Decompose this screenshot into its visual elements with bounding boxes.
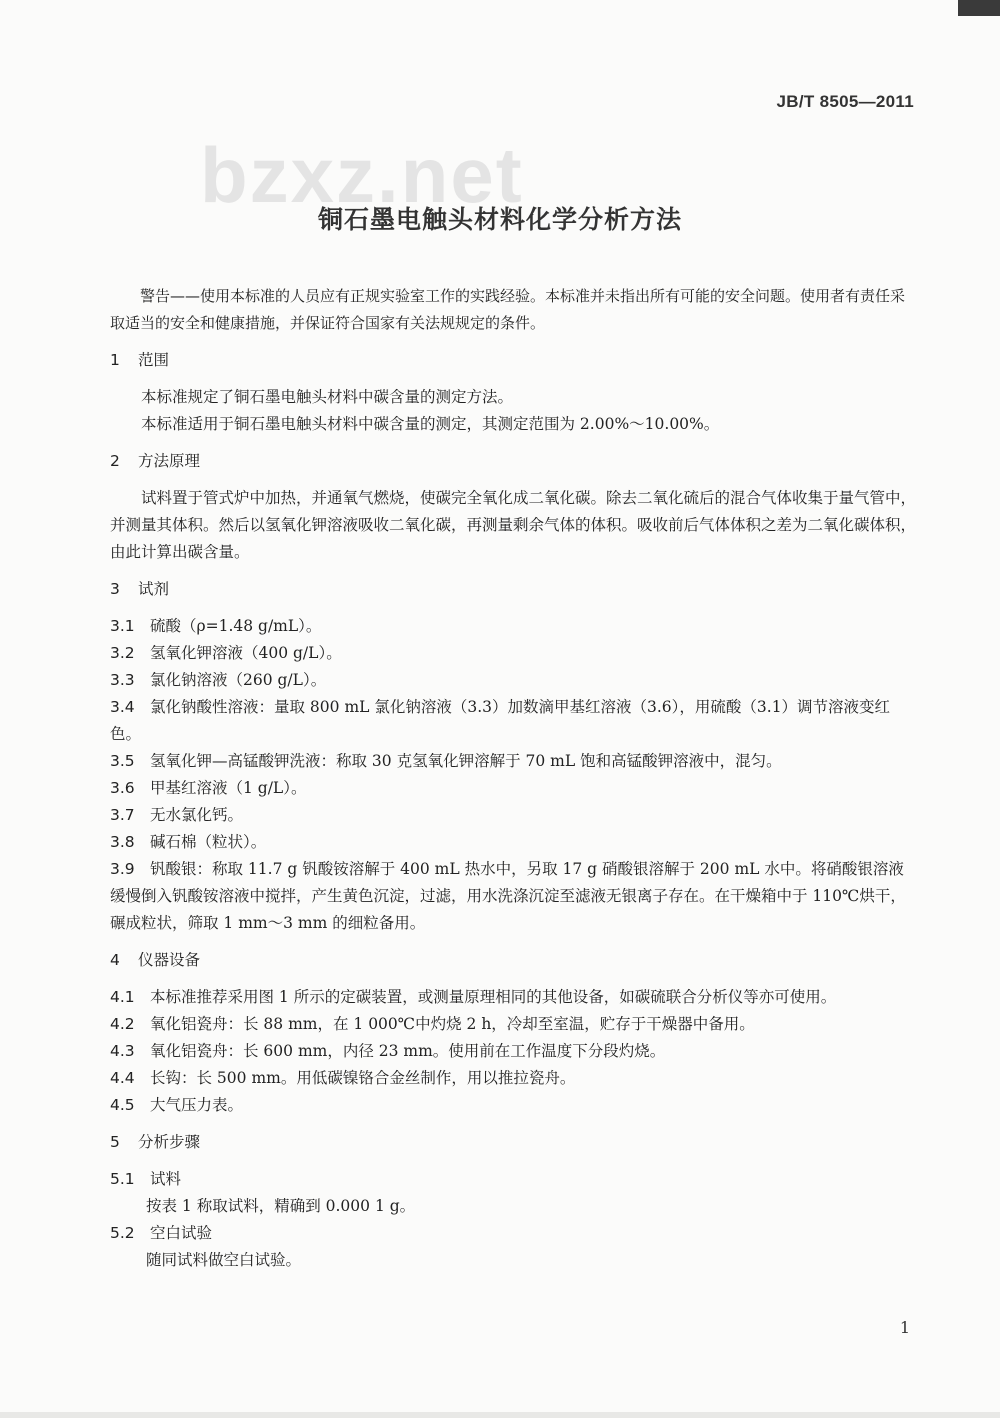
document-body: [110, 283, 916, 1274]
section-number: 4: [110, 951, 120, 969]
section-heading-procedure: [110, 1129, 916, 1156]
section-title: 仪器设备: [138, 951, 201, 969]
item-text: 本标准推荐采用图 1 所示的定碳装置，或测量原理相同的其他设备，如碳硫联合分析仪等亦可使用。: [150, 988, 837, 1006]
list-item: [110, 1038, 916, 1065]
section-number: 1: [110, 351, 120, 369]
item-number: 4.1: [110, 988, 135, 1006]
list-item: [110, 829, 916, 856]
item-text: 无水氯化钙。: [150, 806, 244, 824]
list-item: [110, 984, 916, 1011]
item-number: 3.1: [110, 617, 135, 635]
list-item: [110, 748, 916, 775]
subsection-heading: [110, 1220, 916, 1247]
subsection-number: 5.2: [110, 1224, 135, 1242]
item-number: 3.7: [110, 806, 135, 824]
section-number: 3: [110, 580, 120, 598]
subsection-title: 空白试验: [150, 1224, 213, 1242]
subsection-heading: [110, 1166, 916, 1193]
item-number: 3.2: [110, 644, 135, 662]
item-text: 大气压力表。: [150, 1096, 244, 1114]
paragraph: 随同试料做空白试验。: [146, 1251, 302, 1269]
item-number: 3.5: [110, 752, 135, 770]
item-text: 长钩：长 500 mm。用低碳镍铬合金丝制作，用以推拉瓷舟。: [150, 1069, 576, 1087]
subsection-title: 试料: [150, 1170, 182, 1188]
page-number: 1: [899, 1318, 910, 1337]
item-text: 钒酸银：称取 11.7 g 钒酸铵溶解于 400 mL 热水中，另取 17 g 硝酸银溶解于 200 mL 水中。将硝酸银溶液缓慢倒入钒酸铵溶液中搅拌，产生黄色沉淀，过滤，用水洗涤沉淀至滤液无银离子存在。在干燥箱中于 110℃烘干，碾成粒状，筛取 1 mm～3 mm 的细粒备用。: [110, 860, 906, 932]
standard-number: JB/T 8505—2011: [776, 92, 914, 111]
paragraph: 本标准适用于铜石墨电触头材料中碳含量的测定，其测定范围为 2.00%～10.00%。: [141, 415, 720, 433]
item-number: 4.2: [110, 1015, 135, 1033]
subsection-number: 5.1: [110, 1170, 135, 1188]
item-text: 氧化铝瓷舟：长 600 mm，内径 23 mm。使用前在工作温度下分段灼烧。: [150, 1042, 666, 1060]
item-text: 氢氧化钾—高锰酸钾洗液：称取 30 克氢氧化钾溶解于 70 mL 饱和高锰酸钾溶液中，混匀。: [150, 752, 782, 770]
warning-paragraph: 警告——使用本标准的人员应有正规实验室工作的实践经验。本标准并未指出所有可能的安全问题。使用者有责任采取适当的安全和健康措施，并保证符合国家有关法规规定的条件。: [110, 287, 906, 332]
item-number: 4.5: [110, 1096, 135, 1114]
section-title: 试剂: [138, 580, 170, 598]
item-number: 3.3: [110, 671, 135, 689]
list-item: [110, 613, 916, 640]
item-text: 氯化钠酸性溶液：量取 800 mL 氯化钠溶液（3.3）加数滴甲基红溶液（3.6），用硫酸（3.1）调节溶液变红色。: [110, 698, 891, 743]
list-item: [110, 1092, 916, 1119]
list-item: [110, 1065, 916, 1092]
section-title: 分析步骤: [138, 1133, 201, 1151]
item-number: 4.3: [110, 1042, 135, 1060]
item-text: 硫酸（ρ=1.48 g/mL）。: [150, 617, 322, 635]
item-text: 甲基红溶液（1 g/L）。: [150, 779, 307, 797]
paragraph: 试料置于管式炉中加热，并通氧气燃烧，使碳完全氧化成二氧化碳。除去二氧化硫后的混合气体收集于量气管中，并测量其体积。然后以氢氧化钾溶液吸收二氧化碳，再测量剩余气体的体积。吸收前后气体体积之差为二氧化碳体积，由此计算出碳含量。: [110, 489, 917, 561]
item-number: 3.8: [110, 833, 135, 851]
list-item: [110, 640, 916, 667]
item-number: 3.9: [110, 860, 135, 878]
list-item: [110, 856, 916, 937]
paragraph: 按表 1 称取试料，精确到 0.000 1 g。: [146, 1197, 416, 1215]
section-heading-apparatus: [110, 947, 916, 974]
item-number: 3.6: [110, 779, 135, 797]
scan-corner-mark: [958, 0, 1000, 16]
scan-bottom-edge: [0, 1412, 1000, 1418]
list-item: [110, 694, 916, 748]
section-title: 范围: [138, 351, 170, 369]
list-item: [110, 775, 916, 802]
section-heading-principle: [110, 448, 916, 475]
item-number: 4.4: [110, 1069, 135, 1087]
list-item: [110, 667, 916, 694]
section-number: 2: [110, 452, 120, 470]
section-heading-scope: [110, 347, 916, 374]
paragraph: 本标准规定了铜石墨电触头材料中碳含量的测定方法。: [141, 388, 514, 406]
item-text: 氧化铝瓷舟：长 88 mm，在 1 000℃中灼烧 2 h，冷却至室温，贮存于干燥器中备用。: [150, 1015, 755, 1033]
item-number: 3.4: [110, 698, 135, 716]
list-item: [110, 802, 916, 829]
item-text: 氯化钠溶液（260 g/L）。: [150, 671, 327, 689]
section-title: 方法原理: [138, 452, 201, 470]
section-heading-reagents: [110, 576, 916, 603]
item-text: 碱石棉（粒状）。: [150, 833, 267, 851]
document-title: 铜石墨电触头材料化学分析方法: [317, 205, 682, 234]
list-item: [110, 1011, 916, 1038]
watermark: bzxz.net: [200, 131, 524, 219]
section-number: 5: [110, 1133, 120, 1151]
item-text: 氢氧化钾溶液（400 g/L）。: [150, 644, 342, 662]
